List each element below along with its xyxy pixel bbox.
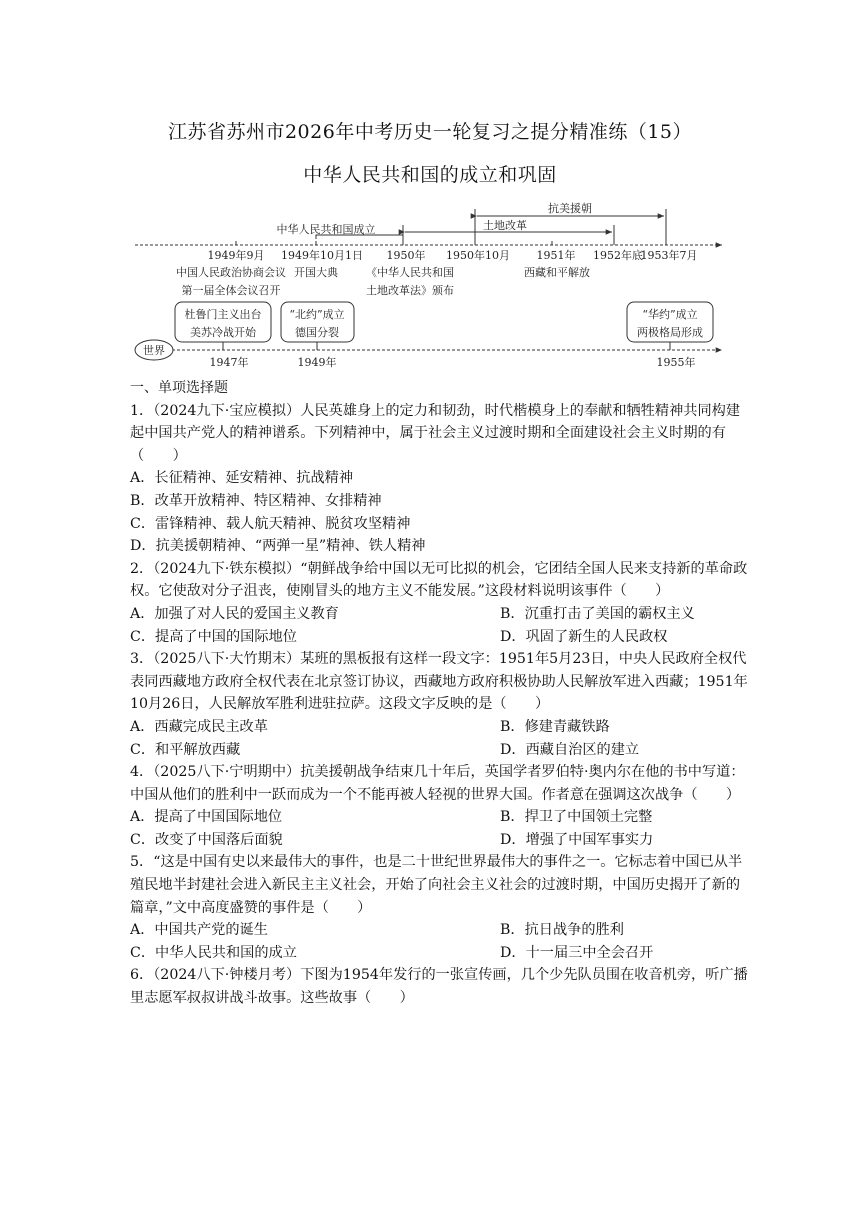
option-a[interactable]: A．提高了中国国际地位 [130,809,283,826]
timeline-diagram [0,195,860,375]
question-stem: 3．（2025八下·大竹期末）某班的黑板报有这样一段文字：1951年5月23日，中央人民政府全权代表同西藏地方政府全权代表在北京签订协议，西藏地方政府积极协助人民解放军进入西藏；1951年10月26日，人民解放军胜利进驻拉萨。这段文字反映的是（ ） [130,651,748,713]
option-d[interactable]: D．巩固了新生的人民政权 [500,628,668,645]
question-5 [130,851,750,964]
world-box-text: 德国分裂 [295,326,339,339]
question-stem: 4．（2025八下·宁明期中）抗美援朝战争结束几十年后，英国学者罗伯特·奥内尔在他的书中写道：中国从他们的胜利中一跃而成为一个不能再被人轻视的世界大国。作者意在强调这次战争（ ） [130,764,745,803]
option-c[interactable]: C．提高了中国的国际地位 [130,628,297,645]
note-land-reform-law: 《中华人民共和国 [366,266,454,279]
world-box-text: “华约”成立 [642,308,698,321]
note-founding-ceremony: 开国大典 [294,266,338,279]
option-c[interactable]: C．中华人民共和国的成立 [130,944,297,961]
option-d[interactable]: D．抗美援朝精神、“两弹一星”精神、铁人精神 [130,538,426,555]
event-land-reform: 土地改革 [483,219,527,232]
world-box-text: 两极格局形成 [637,326,703,339]
option-b[interactable]: B．捍卫了中国领土完整 [500,809,653,826]
date-label: 1949年 [297,356,337,369]
world-label: 世界 [143,344,165,357]
question-2 [130,558,750,648]
question-stem: 1．（2024九下·宝应模拟）人民英雄身上的定力和韧劲，时代楷模身上的奉献和牺牲精神共同构建起中国共产党人的精神谱系。下列精神中，属于社会主义过渡时期和全面建设社会主义时期的有（ ） [130,402,741,464]
event-resist-us-aid-korea: 抗美援朝 [548,202,592,215]
date-label: 1952年底 [593,249,643,262]
question-3 [130,648,750,761]
question-list [130,377,750,1010]
option-d[interactable]: D．十一届三中全会召开 [500,944,654,961]
option-a[interactable]: A．西藏完成民主改革 [130,718,268,735]
option-c[interactable]: C．雷锋精神、载人航天精神、脱贫攻坚精神 [130,515,411,532]
date-label: 1955年 [656,356,696,369]
world-box-text: “北约”成立 [289,308,345,321]
option-b[interactable]: B．修建青藏铁路 [500,718,610,735]
note-tibet-liberation: 西藏和平解放 [524,266,590,279]
date-label: 1950年10月 [446,249,510,262]
event-prc-founding: 中华人民共和国成立 [276,223,376,236]
question-1 [130,400,750,558]
question-stem: 5．“这是中国有史以来最伟大的事件，也是二十世纪世界最伟大的事件之一。它标志着中国已从半殖民地半封建社会进入新民主主义社会，开始了向社会主义社会的过渡时期，中国历史揭开了新的篇章，”文中高度盛赞的事件是（ ） [130,854,743,916]
question-4 [130,761,750,851]
world-box-text: 杜鲁门主义出台 [184,308,262,321]
option-b[interactable]: B．抗日战争的胜利 [500,922,624,939]
note-land-reform-law: 土地改革法》颁布 [366,284,454,297]
option-a[interactable]: A．加强了对人民的爱国主义教育 [130,605,339,622]
option-d[interactable]: D．西藏自治区的建立 [500,741,640,758]
date-label: 1953年7月 [640,249,698,262]
note-cppcc: 第一届全体会议召开 [181,284,281,297]
question-stem: 6．（2024八下·钟楼月考）下图为1954年发行的一张宣传画，几个少先队员围在收音机旁，听广播里志愿军叔叔讲战斗故事。这些故事（ ） [130,967,748,1007]
option-a[interactable]: A．中国共产党的诞生 [130,922,268,939]
date-label: 1949年10月1日 [281,249,363,262]
page-title: 江苏省苏州市2026年中考历史一轮复习之提分精准练（15） [167,121,693,143]
world-box-text: 美苏冷战开始 [190,326,256,339]
option-c[interactable]: C．改变了中国落后面貌 [130,831,283,848]
date-label: 1950年 [386,249,426,262]
option-a[interactable]: A．长征精神、延安精神、抗战精神 [130,470,354,487]
date-label: 1947年 [209,356,249,369]
section-title: 一、单项选择题 [130,380,228,396]
option-b[interactable]: B．沉重打击了美国的霸权主义 [500,605,695,622]
question-stem: 2．（2024九下·铁东模拟）“朝鲜战争给中国以无可比拟的机会，它团结全国人民来支持新的革命政权。它使敌对分子沮丧，使刚冒头的地方主义不能发展。”这段材料说明该事件（ ） [130,560,748,600]
date-label: 1949年9月 [207,249,265,262]
option-d[interactable]: D．增强了中国军事实力 [500,831,654,848]
date-label: 1951年 [536,249,576,262]
page-subtitle: 中华人民共和国的成立和巩固 [303,164,557,186]
note-cppcc: 中国人民政治协商会议 [176,266,286,279]
option-b[interactable]: B．改革开放精神、特区精神、女排精神 [130,492,382,509]
option-c[interactable]: C．和平解放西藏 [130,741,241,758]
question-6 [130,964,750,1009]
